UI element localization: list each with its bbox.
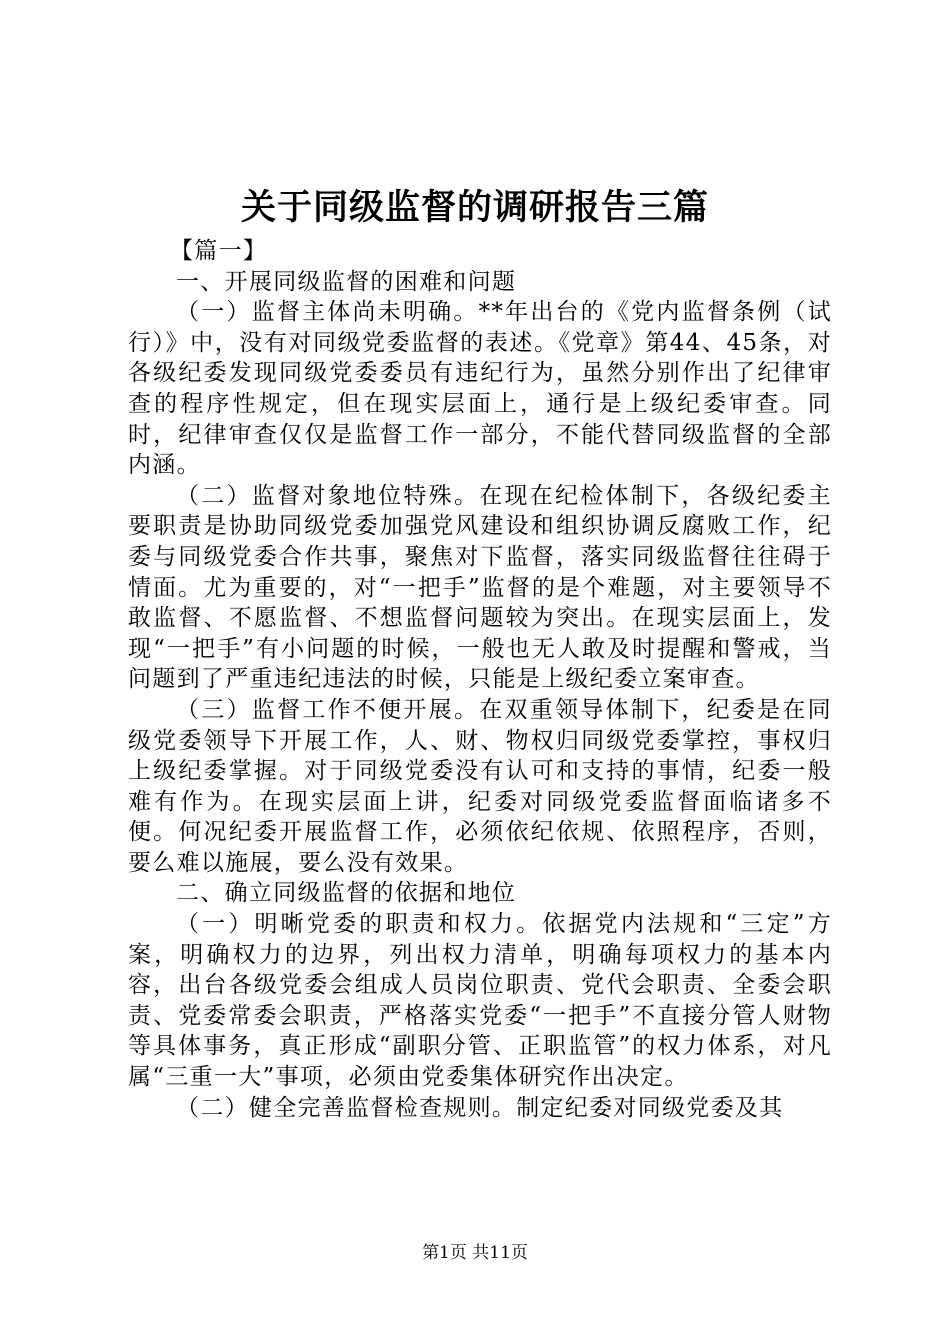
section-heading-2: 二、确立同级监督的依据和地位 bbox=[176, 880, 517, 907]
paragraph-3: （三）监督工作不便开展。在双重领导体制下，纪委是在同级党委领导下开展工作，人、财、物权归同级党委掌控，事权归上级纪委掌握。对于同级党委没有认可和支持的事情，纪委一般难有作为。在现实层面上讲，纪委对同级党委监督面临诸多不便。何况纪委开展监督工作，必须依纪依规、依照程序，否则，要么难以施展，要么没有效果。 bbox=[128, 696, 832, 876]
section-label: 【篇一】 bbox=[170, 238, 268, 264]
section-heading-1: 一、开展同级监督的困难和问题 bbox=[176, 268, 517, 295]
paragraph-1: （一）监督主体尚未明确。**年出台的《党内监督条例（试行）》中，没有对同级党委监督的表述。《党章》第44、45条，对各级纪委发现同级党委委员有违纪行为，虽然分别作出了纪律审查的程序性规定，但在现实层面上，通行是上级纪委审查。同时，纪律审查仅仅是监督工作一部分，不能代替同级监督的全部内涵。 bbox=[128, 299, 832, 479]
paragraph-5: （二）健全完善监督检查规则。制定纪委对同级党委及其 bbox=[176, 1094, 784, 1121]
document-title: 关于同级监督的调研报告三篇 bbox=[240, 187, 709, 228]
page-footer: 第1页 共11页 bbox=[422, 1243, 528, 1263]
document-body bbox=[128, 236, 832, 1123]
paragraph-4: （一）明晰党委的职责和权力。依据党内法规和“三定”方案，明确权力的边界，列出权力清单，明确每项权力的基本内容，出台各级党委会组成人员岗位职责、党代会职责、全委会职责、党委常委会职责，严格落实党委“一把手”不直接分管人财物等具体事务，真正形成“副职分管、正职监管”的权力体系，对凡属“三重一大”事项，必须由党委集体研究作出决定。 bbox=[128, 911, 832, 1091]
paragraph-2: （二）监督对象地位特殊。在现在纪检体制下，各级纪委主要职责是协助同级党委加强党风建设和组织协调反腐败工作，纪委与同级党委合作共事，聚焦对下监督，落实同级监督往往碍于情面。尤为重要的，对“一把手”监督的是个难题，对主要领导不敢监督、不愿监督、不想监督问题较为突出。在现实层面上，发现“一把手”有小问题的时候，一般也无人敢及时提醒和警戒，当问题到了严重违纪违法的时候，只能是上级纪委立案审查。 bbox=[128, 482, 832, 693]
